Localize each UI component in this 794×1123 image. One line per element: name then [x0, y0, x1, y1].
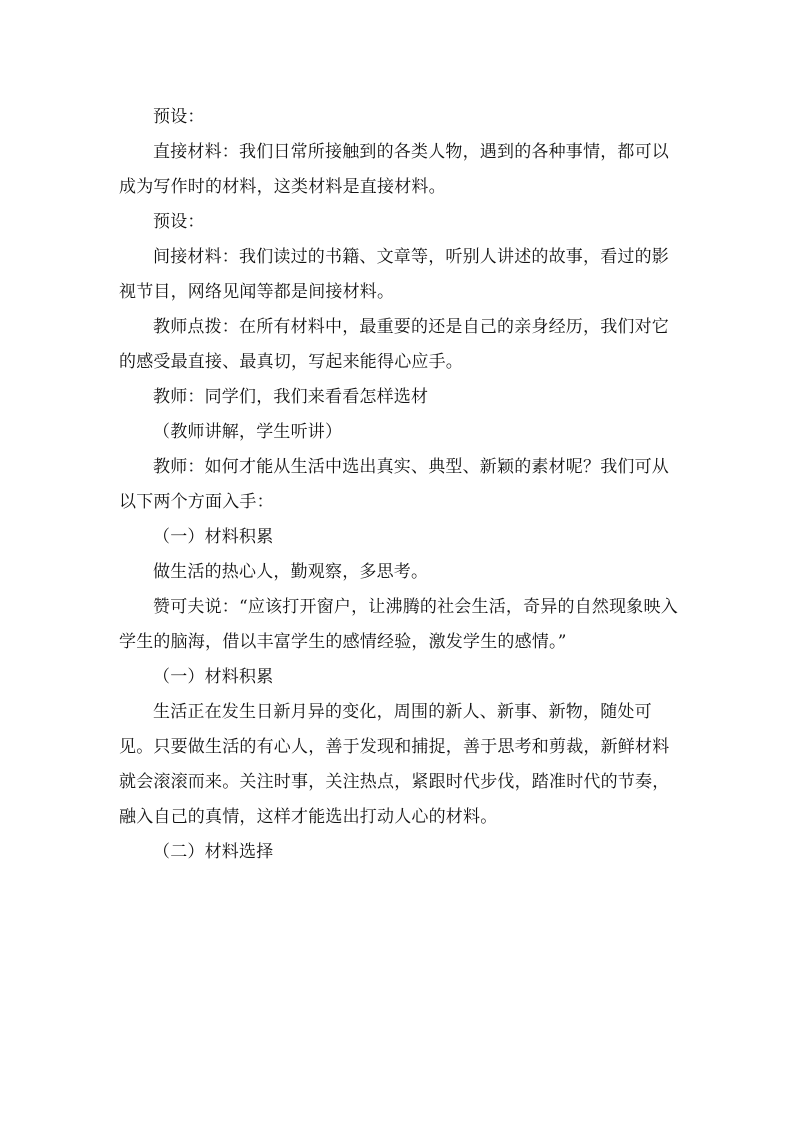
- heading-material-selection: （二）材料选择: [153, 842, 274, 862]
- paragraph-teacher-guidance: 教师点拨：在所有材料中，最重要的还是自己的亲身经历，我们对它的感受最直接、最真切，写起来能得心应手。: [119, 317, 669, 372]
- paragraph-teacher-intro: 教师：同学们，我们来看看怎样选材: [153, 387, 429, 407]
- paragraph-indirect-material: 间接材料：我们读过的书籍、文章等，听别人讲述的故事，看过的影视节目，网络见闻等都是间接材料。: [119, 247, 669, 302]
- heading-material-accumulation-1: （一）材料积累: [153, 527, 274, 547]
- paragraph-quote: 赞可夫说：“应该打开窗户，让沸腾的社会生活，奇异的自然现象映入学生的脑海，借以丰富学生的感情经验，激发学生的感情。”: [119, 597, 678, 652]
- heading-material-accumulation-2: （一）材料积累: [153, 667, 274, 687]
- document-body: [119, 100, 679, 870]
- paragraph-life-changes: 生活正在发生日新月异的变化，周围的新人、新事、新物，随处可见。只要做生活的有心人，善于发现和捕捉，善于思考和剪裁，新鲜材料就会滚滚而来。关注时事，关注热点，紧跟时代步伐，踏准时代的节奏，融入自己的真情，这样才能选出打动人心的材料。: [119, 702, 670, 827]
- paragraph-observe: 做生活的热心人，勤观察，多思考。: [153, 562, 429, 582]
- paragraph-teacher-question: 教师：如何才能从生活中选出真实、典型、新颖的素材呢？我们可从以下两个方面入手：: [119, 457, 669, 512]
- paragraph-preset-1: 预设：: [153, 107, 205, 127]
- paragraph-teacher-explains: （教师讲解，学生听讲）: [153, 422, 343, 442]
- paragraph-direct-material: 直接材料：我们日常所接触到的各类人物，遇到的各种事情，都可以成为写作时的材料，这类材料是直接材料。: [119, 142, 669, 197]
- paragraph-preset-2: 预设：: [153, 212, 205, 232]
